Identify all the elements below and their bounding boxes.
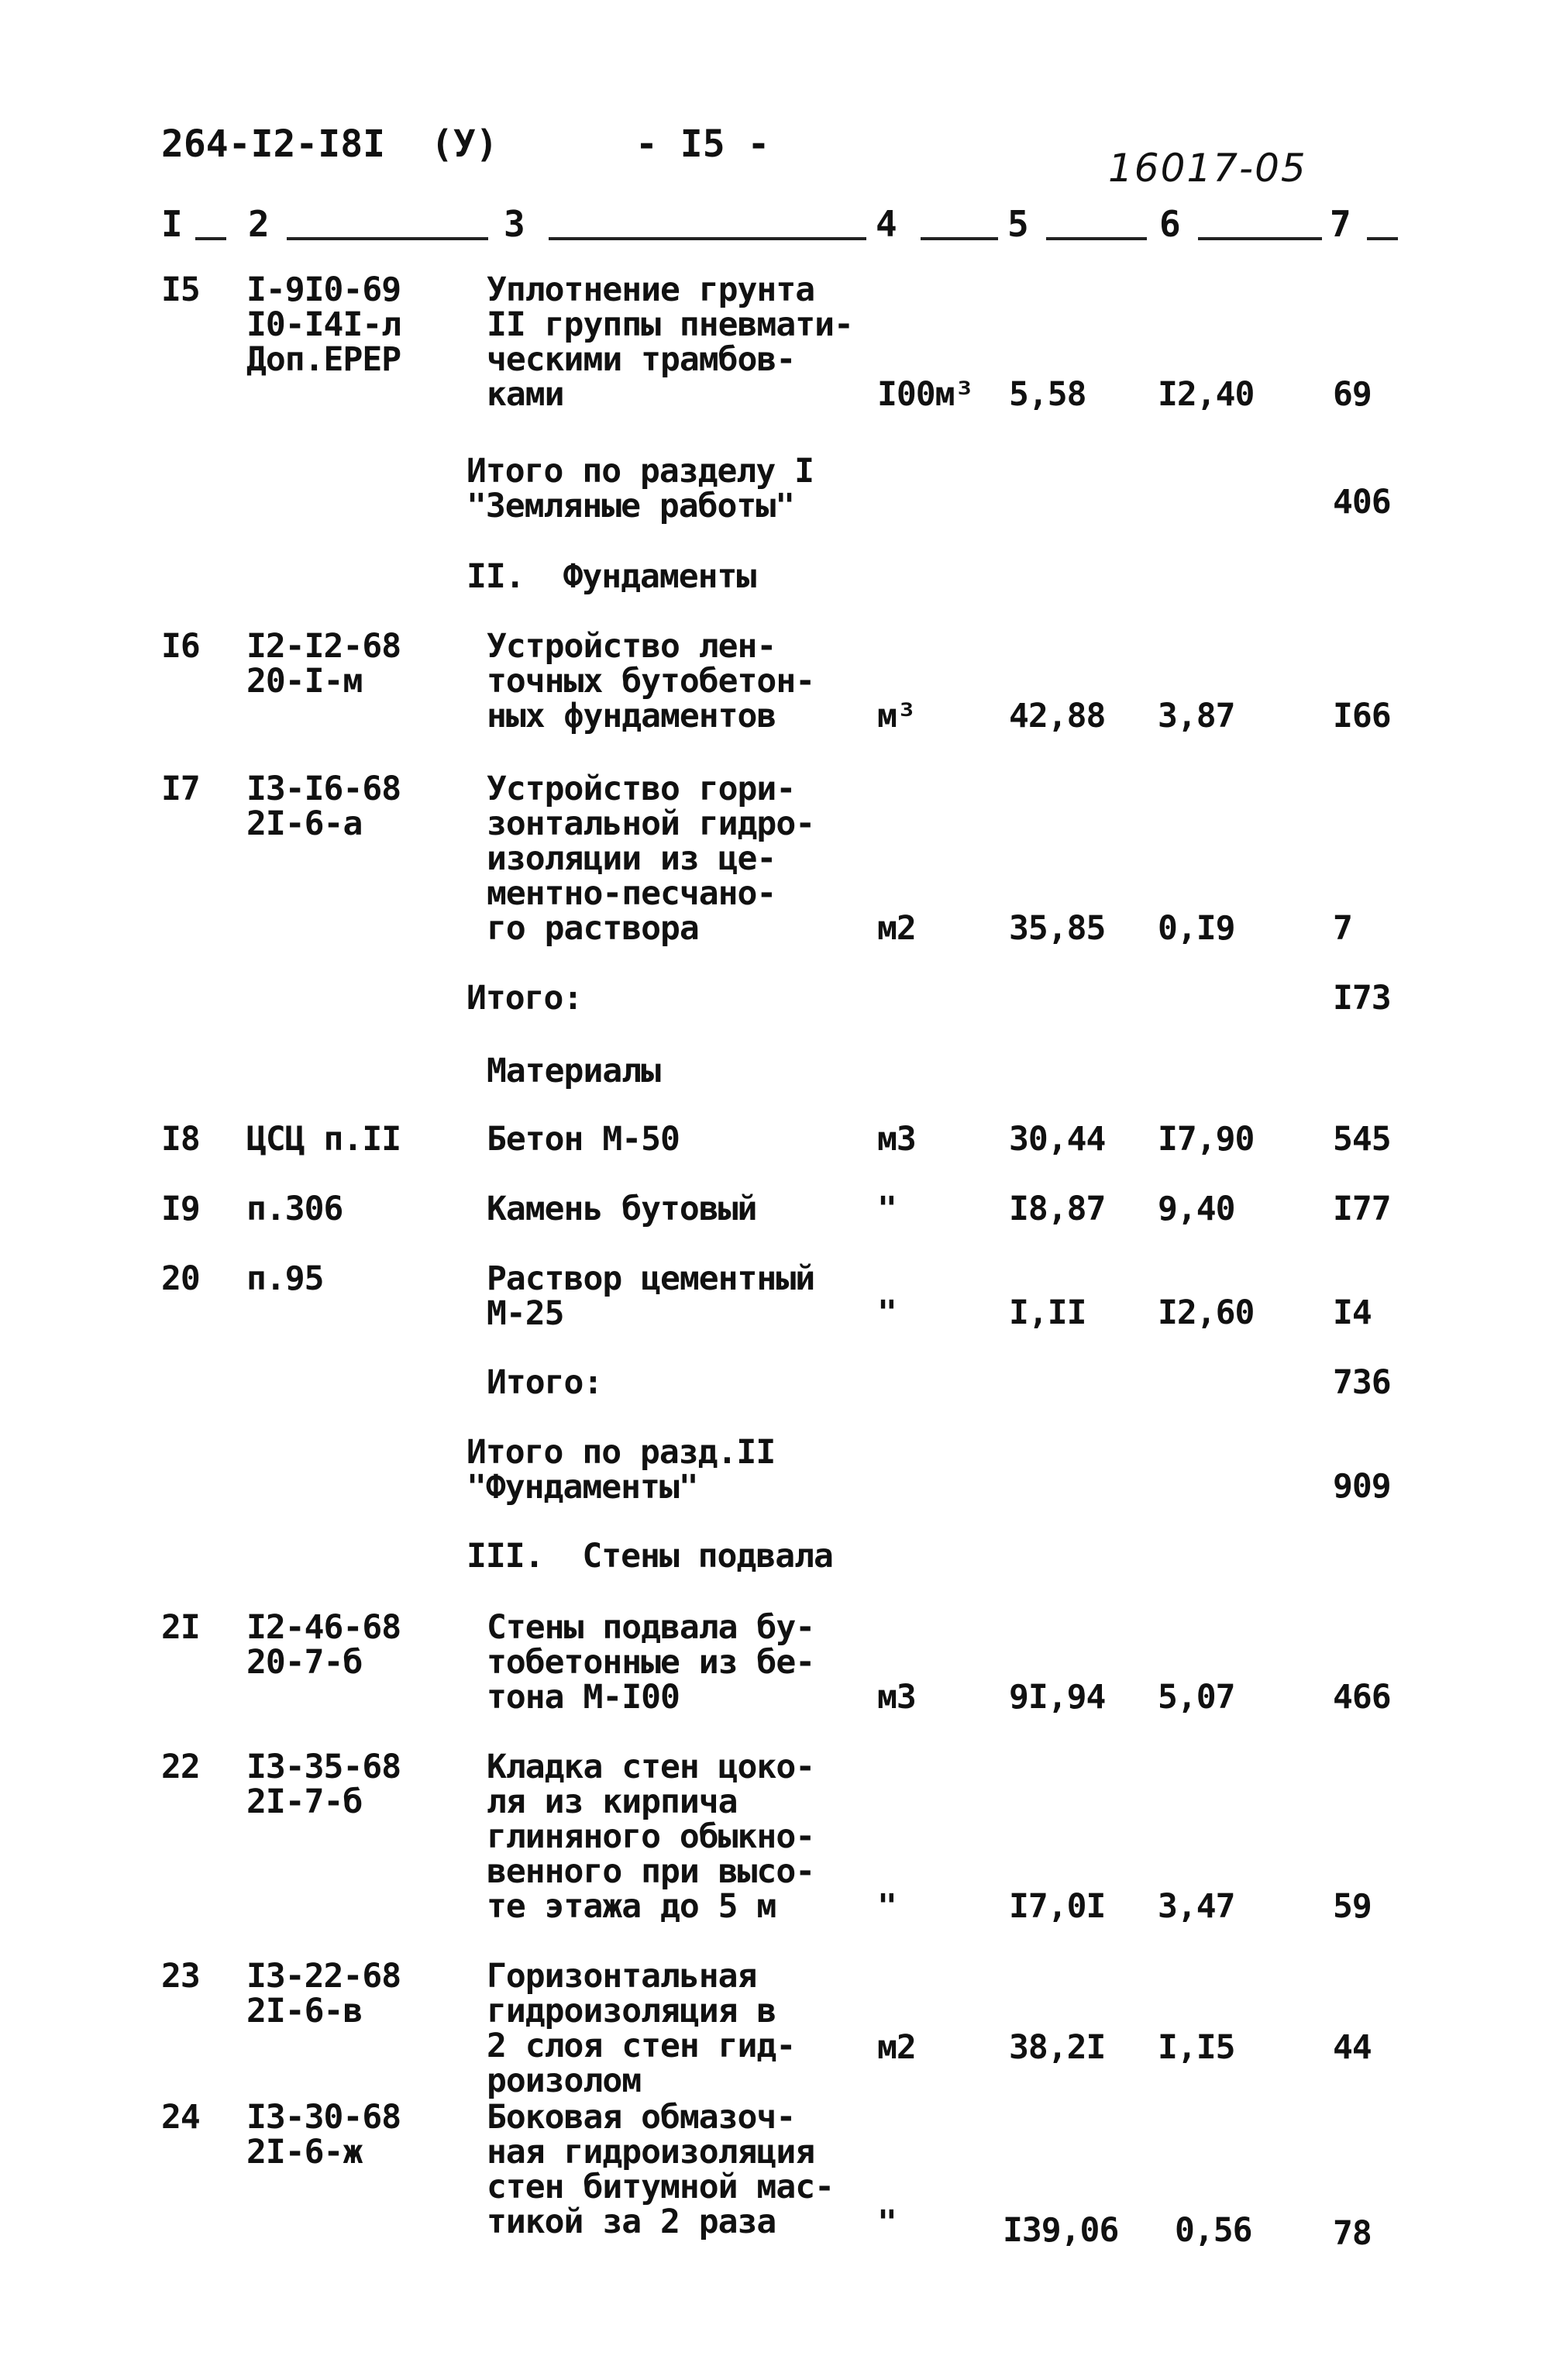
unit-price: I2,40 <box>1158 375 1255 414</box>
row-number: 24 <box>161 2098 200 2137</box>
quantity: 5,58 <box>1009 375 1086 414</box>
row-number: 2I <box>161 1608 200 1647</box>
divider <box>921 237 998 240</box>
total-cost: 466 <box>1333 1678 1391 1717</box>
unit-price: 3,47 <box>1158 1887 1235 1926</box>
rate-code: I3-30-68 2I-6-ж <box>246 2098 401 2172</box>
work-description: Бетон М-50 <box>487 1120 680 1159</box>
total-cost: 59 <box>1333 1887 1372 1926</box>
row-number: I6 <box>161 627 200 666</box>
page-number: - I5 - <box>635 122 770 166</box>
divider <box>1367 237 1398 240</box>
quantity: 9I,94 <box>1009 1678 1106 1717</box>
rate-code: п.306 <box>246 1190 343 1228</box>
unit: " <box>877 1293 897 1332</box>
quantity: 35,85 <box>1009 909 1106 948</box>
rate-code: ЦСЦ п.II <box>246 1120 401 1159</box>
unit: м3 <box>877 1678 916 1717</box>
total-cost: 78 <box>1333 2214 1372 2253</box>
unit-price: 0,56 <box>1175 2211 1252 2250</box>
summary-label: Итого: <box>487 1363 603 1402</box>
quantity: 42,88 <box>1009 697 1106 735</box>
column-number-4: 4 <box>876 203 897 245</box>
work-description: Кладка стен цоко- ля из кирпича глиняного обыкно- венного при высо- те этажа до 5 м <box>487 1748 815 1926</box>
work-description: Боковая обмазоч- ная гидроизоляция стен битумной мас- тикой за 2 раза <box>487 2098 834 2241</box>
column-number-1: I <box>161 203 183 245</box>
column-number-2: 2 <box>248 203 270 245</box>
divider <box>195 237 226 240</box>
row-number: I5 <box>161 270 200 309</box>
total-cost: I66 <box>1333 697 1391 735</box>
rate-code: I2-I2-68 20-I-м <box>246 627 401 701</box>
row-number: I9 <box>161 1190 200 1228</box>
unit: м2 <box>877 2028 916 2067</box>
unit: " <box>877 1887 897 1926</box>
work-description: Стены подвала бу- тобетонные из бе- тона М-I00 <box>487 1608 815 1717</box>
rate-code: I-9I0-69 I0-I4I-л Доп.ЕРЕР <box>246 270 401 379</box>
quantity: I8,87 <box>1009 1190 1106 1228</box>
column-number-3: 3 <box>504 203 525 245</box>
quantity: I7,0I <box>1009 1887 1106 1926</box>
summary-total: 909 <box>1333 1467 1391 1506</box>
unit-price: 5,07 <box>1158 1678 1235 1717</box>
row-number: I7 <box>161 770 200 808</box>
unit-price: 9,40 <box>1158 1190 1235 1228</box>
unit-price: 3,87 <box>1158 697 1235 735</box>
divider <box>549 237 866 240</box>
summary-total: I73 <box>1333 979 1391 1018</box>
quantity: I39,06 <box>1003 2211 1119 2250</box>
rate-code: I3-I6-68 2I-6-а <box>246 770 401 843</box>
work-description: Устройство гори- зонтальной гидро- изоляции из це- ментно-песчано- го раствора <box>487 770 815 948</box>
rate-code: п.95 <box>246 1259 324 1298</box>
unit: м³ <box>877 697 916 735</box>
work-description: Горизонтальная гидроизоляция в 2 слоя стен гид- роизолом <box>487 1957 796 2100</box>
quantity: I,II <box>1009 1293 1086 1332</box>
work-description: Устройство лен- точных бутобетон- ных фундаментов <box>487 627 815 735</box>
unit-price: I,I5 <box>1158 2028 1235 2067</box>
unit: " <box>877 1190 897 1228</box>
total-cost: 7 <box>1333 909 1352 948</box>
unit: м3 <box>877 1120 916 1159</box>
total-cost: 44 <box>1333 2028 1372 2067</box>
summary-label: Итого по разд.II "Фундаменты" <box>466 1433 776 1507</box>
divider <box>287 237 488 240</box>
work-description: Камень бутовый <box>487 1190 757 1228</box>
quantity: 30,44 <box>1009 1120 1106 1159</box>
handwritten-number: 16017-05 <box>1108 146 1307 191</box>
unit-price: I7,90 <box>1158 1120 1255 1159</box>
column-number-5: 5 <box>1007 203 1029 245</box>
row-number: I8 <box>161 1120 200 1159</box>
work-description: Раствор цементный М-25 <box>487 1259 815 1333</box>
row-number: 22 <box>161 1748 200 1786</box>
rate-code: I3-35-68 2I-7-б <box>246 1748 401 1821</box>
quantity: 38,2I <box>1009 2028 1106 2067</box>
summary-total: 736 <box>1333 1363 1391 1402</box>
unit: м2 <box>877 909 916 948</box>
unit-price: I2,60 <box>1158 1293 1255 1332</box>
summary-total: 406 <box>1333 483 1391 522</box>
column-number-7: 7 <box>1330 203 1351 245</box>
rate-code: I2-46-68 20-7-б <box>246 1608 401 1682</box>
total-cost: 69 <box>1333 375 1372 414</box>
section-heading: II. Фундаменты <box>466 557 756 596</box>
rate-code: I3-22-68 2I-6-в <box>246 1957 401 2030</box>
row-number: 23 <box>161 1957 200 1996</box>
total-cost: 545 <box>1333 1120 1391 1159</box>
document-mark: (У) <box>431 122 498 166</box>
work-description: Уплотнение грунта II группы пневмати- ческими трамбов- ками <box>487 270 853 414</box>
summary-label: Итого: <box>466 979 583 1018</box>
row-number: 20 <box>161 1259 200 1298</box>
summary-label: Итого по разделу I "Земляные работы" <box>466 452 814 525</box>
total-cost: I77 <box>1333 1190 1391 1228</box>
total-cost: I4 <box>1333 1293 1372 1332</box>
section-heading: III. Стены подвала <box>466 1537 833 1576</box>
unit: " <box>877 2203 897 2242</box>
column-number-6: 6 <box>1159 203 1181 245</box>
document-code: 264-I2-I8I <box>161 122 385 166</box>
section-heading: Материалы <box>487 1052 660 1090</box>
unit-price: 0,I9 <box>1158 909 1235 948</box>
unit: I00м³ <box>877 375 974 414</box>
divider <box>1046 237 1147 240</box>
divider <box>1198 237 1322 240</box>
